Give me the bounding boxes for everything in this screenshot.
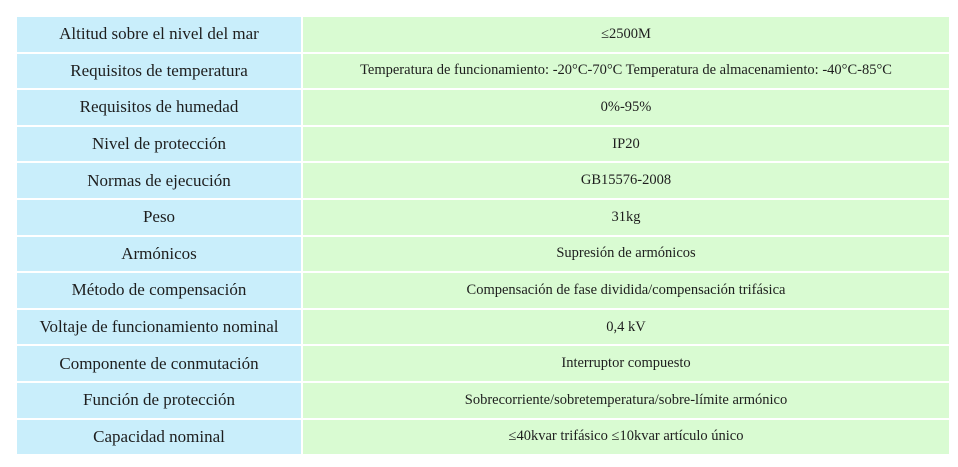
spec-value-altitude: ≤2500M xyxy=(302,17,949,53)
table-row xyxy=(17,162,949,199)
spec-label-protection-level: Nivel de protección xyxy=(17,126,302,163)
spec-label-protection-function: Función de protección xyxy=(17,382,302,419)
spec-value-switching-component: Interruptor compuesto xyxy=(302,345,949,382)
specifications-table xyxy=(17,17,949,454)
spec-label-weight: Peso xyxy=(17,199,302,236)
spec-value-rated-capacity: ≤40kvar trifásico ≤10kvar artículo único xyxy=(302,419,949,455)
spec-value-protection-level: IP20 xyxy=(302,126,949,163)
spec-label-humidity: Requisitos de humedad xyxy=(17,89,302,126)
spec-value-temperature: Temperatura de funcionamiento: -20°C-70°C Temperatura de almacenamiento: -40°C-85°C xyxy=(302,53,949,90)
spec-value-protection-function: Sobrecorriente/sobretemperatura/sobre-límite armónico xyxy=(302,382,949,419)
spec-label-harmonics: Armónicos xyxy=(17,236,302,273)
spec-label-switching-component: Componente de conmutación xyxy=(17,345,302,382)
table-row xyxy=(17,345,949,382)
spec-value-harmonics: Supresión de armónicos xyxy=(302,236,949,273)
table-row xyxy=(17,236,949,273)
spec-label-standards: Normas de ejecución xyxy=(17,162,302,199)
spec-value-weight: 31kg xyxy=(302,199,949,236)
table-row xyxy=(17,419,949,455)
spec-label-compensation-method: Método de compensación xyxy=(17,272,302,309)
specifications-table-body xyxy=(17,17,949,454)
spec-label-temperature: Requisitos de temperatura xyxy=(17,53,302,90)
table-row xyxy=(17,309,949,346)
spec-value-humidity: 0%-95% xyxy=(302,89,949,126)
spec-value-rated-voltage: 0,4 kV xyxy=(302,309,949,346)
table-row xyxy=(17,272,949,309)
spec-value-compensation-method: Compensación de fase dividida/compensación trifásica xyxy=(302,272,949,309)
spec-label-rated-voltage: Voltaje de funcionamiento nominal xyxy=(17,309,302,346)
spec-label-rated-capacity: Capacidad nominal xyxy=(17,419,302,455)
table-row xyxy=(17,382,949,419)
spec-value-standards: GB15576-2008 xyxy=(302,162,949,199)
table-row xyxy=(17,126,949,163)
table-row xyxy=(17,17,949,53)
spec-label-altitude: Altitud sobre el nivel del mar xyxy=(17,17,302,53)
table-row xyxy=(17,53,949,90)
table-row xyxy=(17,89,949,126)
table-row xyxy=(17,199,949,236)
